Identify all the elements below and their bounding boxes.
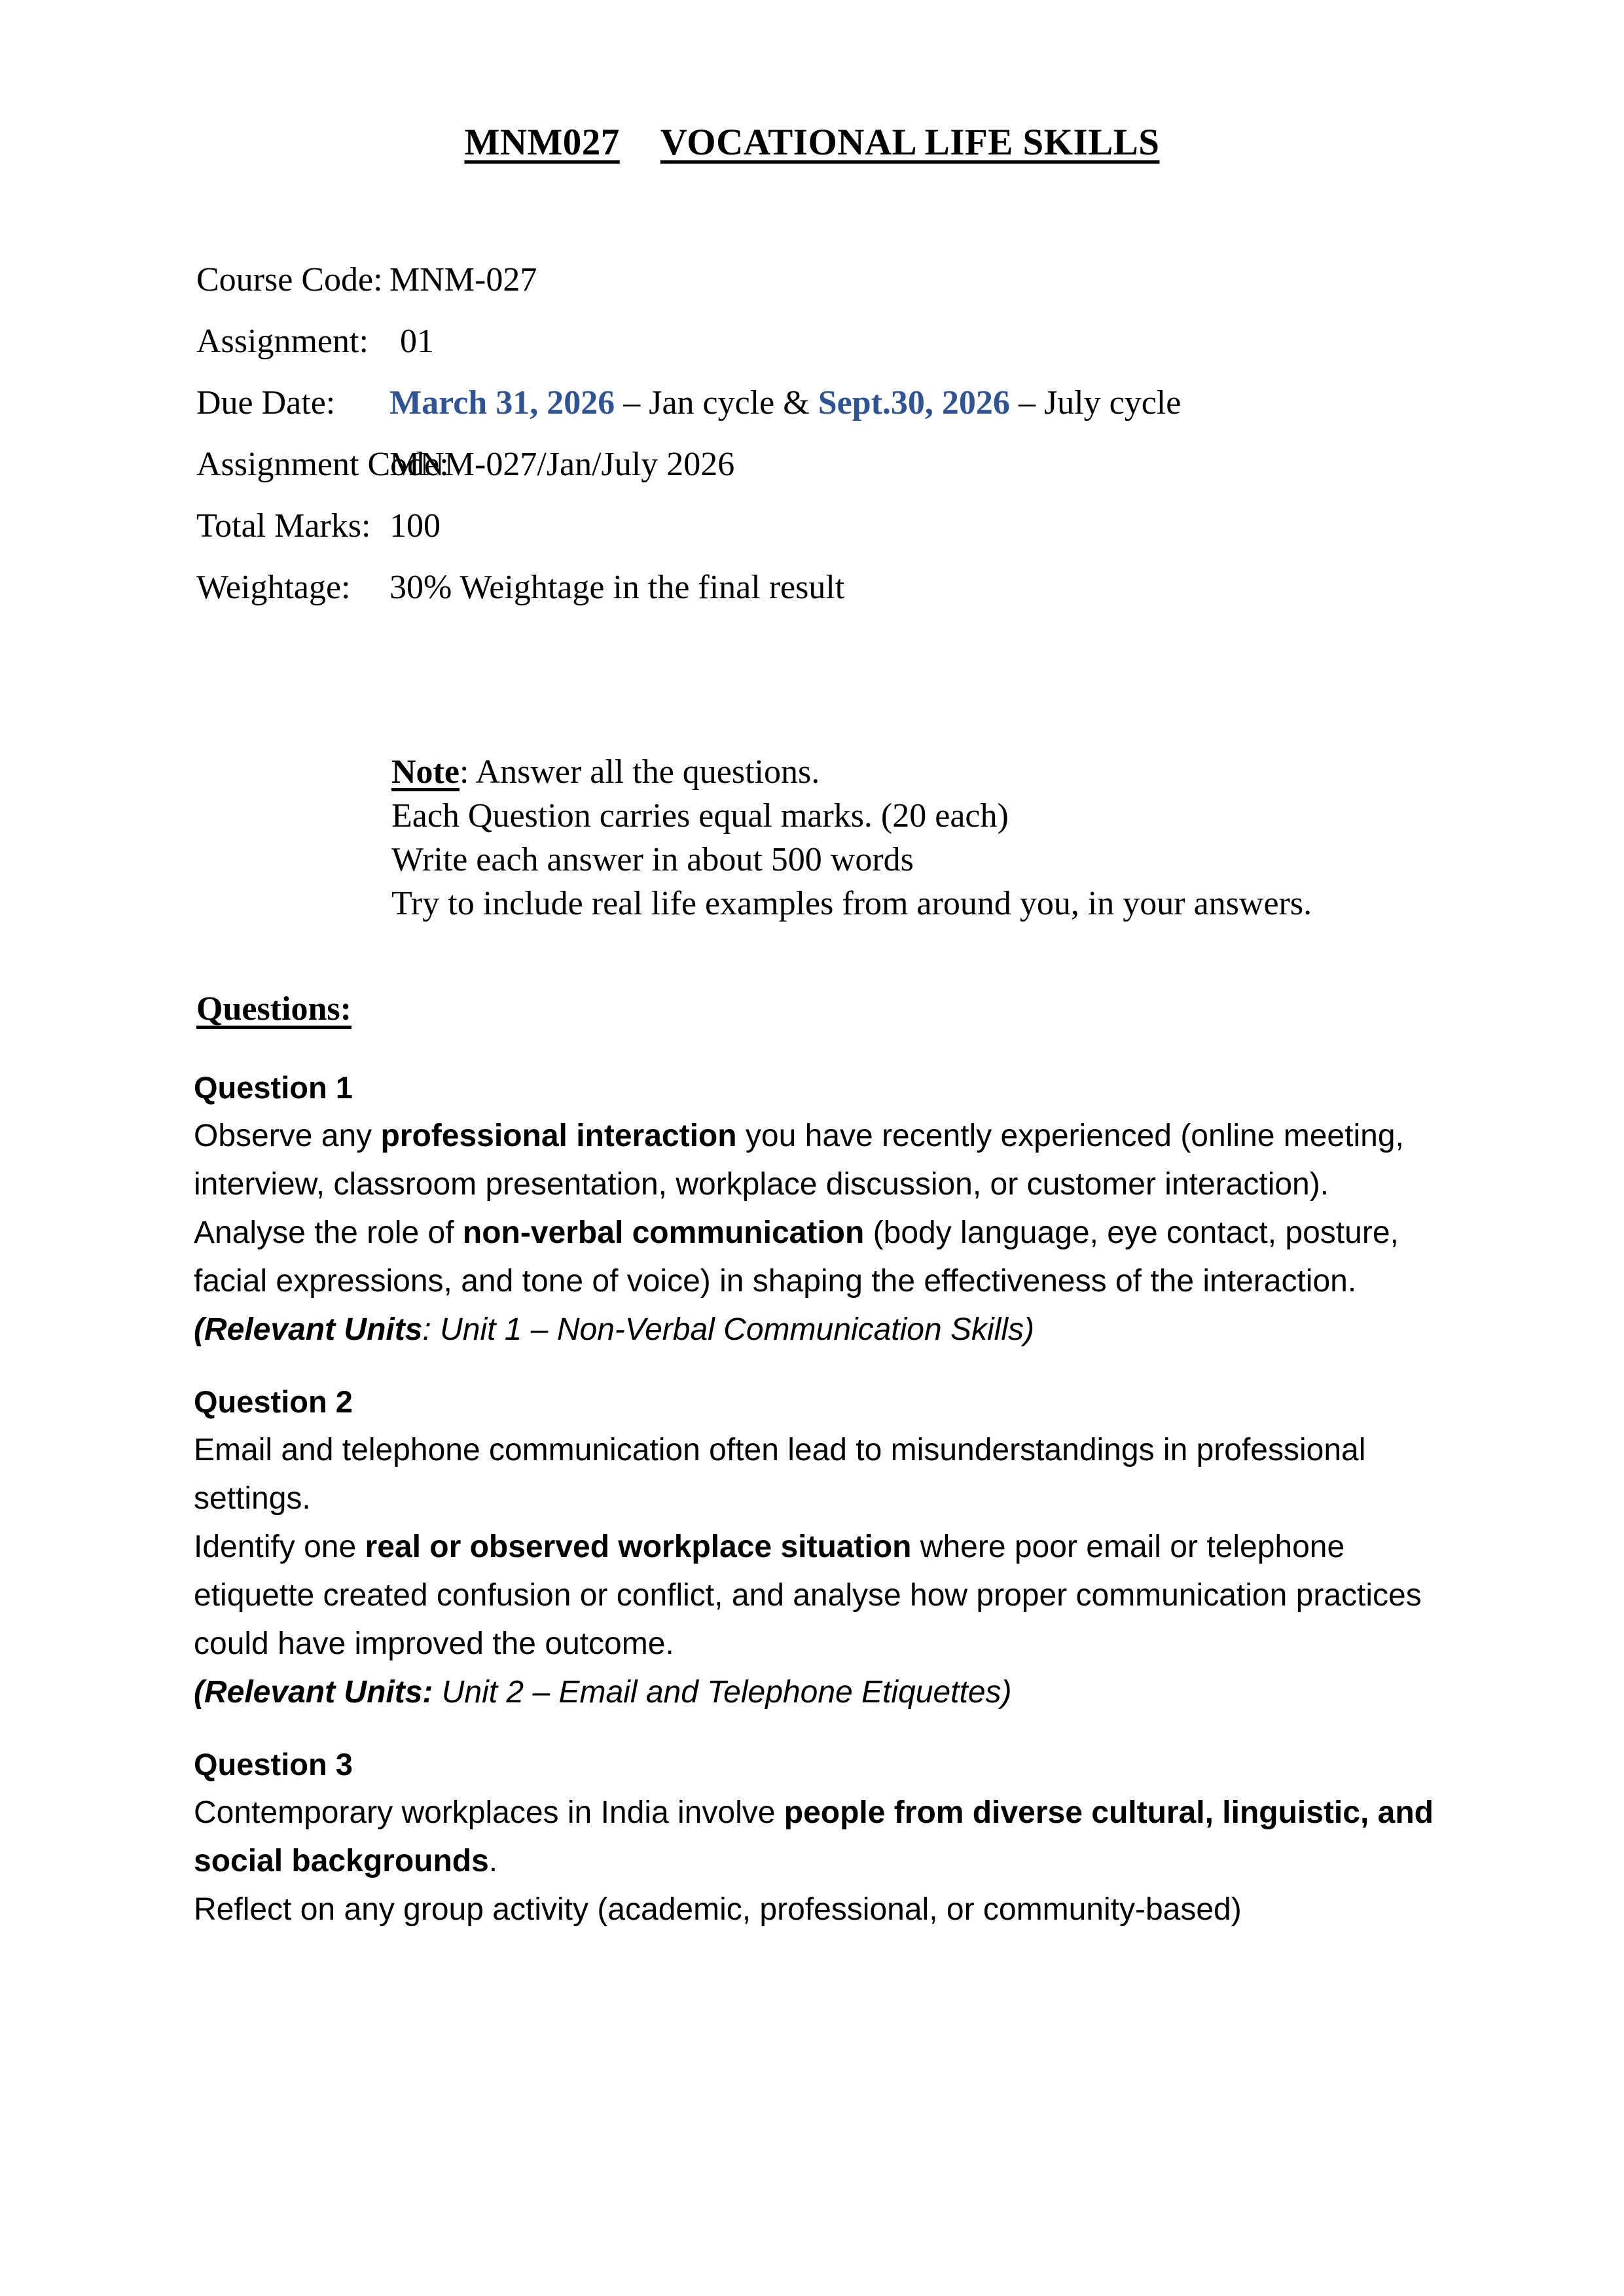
note-line-2: Each Question carries equal marks. (20 each) bbox=[391, 797, 1009, 834]
q1-p1-run-3: you have recently experienced (online meeting, interview, classroom presentation, workplace discussion, or customer interaction). bbox=[194, 1119, 1404, 1202]
q1-p1-run-2-bold: professional interaction bbox=[380, 1119, 737, 1153]
question-2-paragraph-1 bbox=[194, 1426, 1464, 1523]
meta-value-weightage: 30% Weightage in the final result bbox=[389, 569, 845, 606]
q1-units-label: (Relevant Units bbox=[194, 1312, 423, 1347]
question-block-1 bbox=[194, 1064, 1464, 1354]
q3-p1-run-1: Contemporary workplaces in India involve bbox=[194, 1795, 784, 1830]
q1-p1-run-1: Observe any bbox=[194, 1119, 381, 1153]
meta-value-assignment-code: MNM-027/Jan/July 2026 bbox=[389, 446, 735, 483]
note-line-1 bbox=[391, 750, 1504, 794]
question-2-heading: Question 2 bbox=[194, 1384, 353, 1419]
course-metadata bbox=[196, 260, 1440, 630]
meta-value-course-code: MNM-027 bbox=[389, 261, 537, 298]
question-block-2 bbox=[194, 1378, 1464, 1717]
note-line-3: Write each answer in about 500 words bbox=[391, 841, 914, 878]
question-3-paragraph-2 bbox=[194, 1886, 1464, 1934]
meta-label-assignment-code: Assignment Code: bbox=[196, 446, 449, 483]
meta-row-total-marks bbox=[196, 507, 1440, 568]
meta-label-assignment: Assignment: bbox=[196, 323, 369, 360]
q2-units-label: (Relevant Units: bbox=[194, 1675, 433, 1710]
meta-row-assignment-code bbox=[196, 445, 1440, 507]
note-label: Note bbox=[391, 753, 460, 791]
question-2-relevant-units bbox=[194, 1668, 1464, 1717]
page-title-course-name: VOCATIONAL LIFE SKILLS bbox=[660, 122, 1160, 163]
meta-value-total-marks: 100 bbox=[389, 507, 441, 545]
due-date-jan-cycle: March 31, 2026 bbox=[389, 384, 615, 422]
meta-row-assignment bbox=[196, 322, 1440, 384]
q1-p2-run-1: Analyse the role of bbox=[194, 1215, 463, 1250]
q2-p2-run-3: where poor email or telephone etiquette created confusion or conflict, and analyse how proper communication practices could have improved the outcome. bbox=[194, 1530, 1422, 1661]
q3-p1-run-3: . bbox=[488, 1844, 498, 1878]
q2-p2-run-1: Identify one bbox=[194, 1530, 365, 1564]
question-block-3 bbox=[194, 1740, 1464, 1934]
meta-label-due-date: Due Date: bbox=[196, 384, 336, 422]
note-line-4: Try to include real life examples from around you, in your answers. bbox=[391, 885, 1312, 922]
due-date-july-cycle-label: – July cycle bbox=[1009, 384, 1182, 422]
due-date-july-cycle: Sept.30, 2026 bbox=[818, 384, 1010, 422]
meta-row-weightage bbox=[196, 568, 1440, 630]
page-title bbox=[0, 121, 1624, 164]
due-date-jan-cycle-label: – Jan cycle & bbox=[615, 384, 818, 422]
questions-section-heading: Questions: bbox=[196, 990, 352, 1028]
meta-label-total-marks: Total Marks: bbox=[196, 507, 371, 545]
question-3-paragraph-1 bbox=[194, 1789, 1464, 1886]
meta-value-assignment: 01 bbox=[400, 323, 434, 360]
meta-label-course-code: Course Code: bbox=[196, 261, 383, 298]
question-3-heading: Question 3 bbox=[194, 1747, 353, 1782]
q2-p2-run-2-bold: real or observed workplace situation bbox=[365, 1530, 912, 1564]
meta-value-due-date bbox=[389, 384, 1440, 422]
q3-p1-run-2-bold: people from diverse cultural, linguistic, and social backgrounds bbox=[194, 1795, 1434, 1878]
questions-list bbox=[194, 1064, 1464, 1934]
question-2-paragraph-2 bbox=[194, 1523, 1464, 1668]
meta-row-course-code bbox=[196, 260, 1440, 322]
note-line-1-text: : Answer all the questions. bbox=[459, 753, 820, 791]
question-1-paragraph-2 bbox=[194, 1209, 1464, 1306]
note-block bbox=[391, 750, 1504, 925]
question-1-heading: Question 1 bbox=[194, 1070, 353, 1105]
meta-label-weightage: Weightage: bbox=[196, 569, 351, 606]
q2-units-value: Unit 2 – Email and Telephone Etiquettes) bbox=[433, 1675, 1012, 1710]
q2-p1-run-1: Email and telephone communication often lead to misunderstandings in professional settings. bbox=[194, 1433, 1366, 1516]
question-1-relevant-units bbox=[194, 1306, 1464, 1354]
question-1-paragraph-1 bbox=[194, 1112, 1464, 1209]
meta-row-due-date bbox=[196, 384, 1440, 445]
q3-p2-run-1: Reflect on any group activity (academic, professional, or community-based) bbox=[194, 1892, 1242, 1927]
q1-p2-run-2-bold: non-verbal communication bbox=[462, 1215, 865, 1250]
q1-p2-run-3: (body language, eye contact, posture, facial expressions, and tone of voice) in shaping the effectiveness of the interaction. bbox=[194, 1215, 1399, 1299]
page-title-course-code: MNM027 bbox=[464, 122, 620, 163]
q1-units-value: : Unit 1 – Non-Verbal Communication Skills) bbox=[422, 1312, 1034, 1347]
